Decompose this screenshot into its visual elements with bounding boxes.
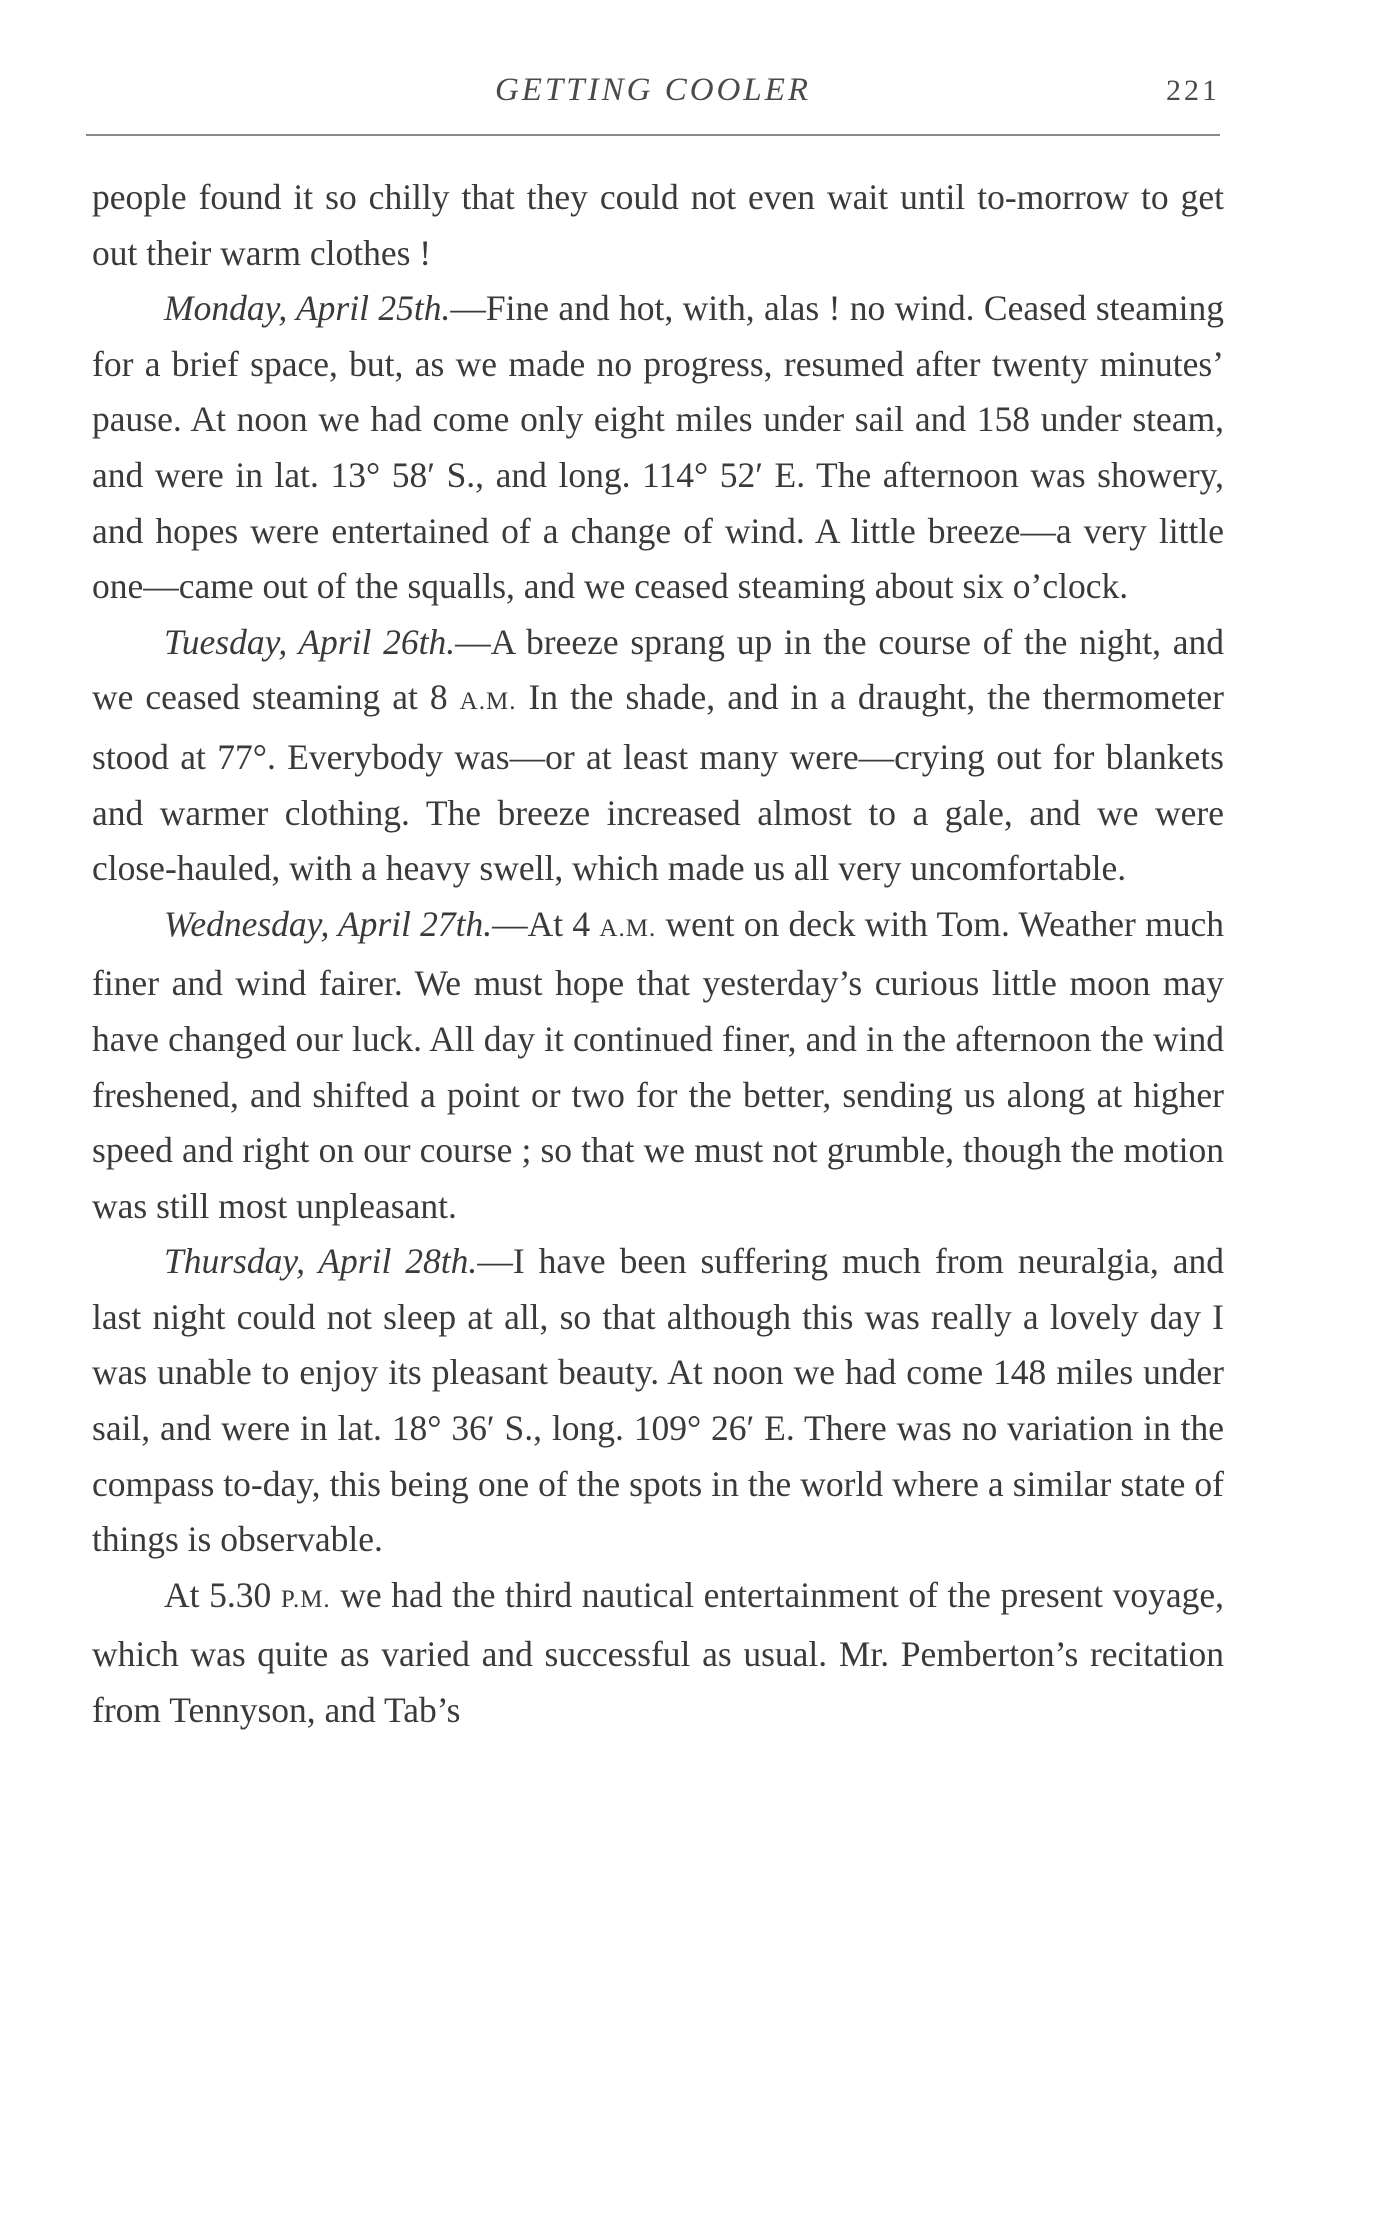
diary-entry-wednesday (92, 897, 1224, 1235)
body-text (92, 170, 1224, 1739)
entry-text: —Fine and hot, with, alas ! no wind. Ceased steaming for a brief space, but, as we made no progress, resumed after twenty minutes’ pause. At noon we had come only eight miles under sail and 158 under steam, and were in lat. 13° 58′ S., and long. 114° 52′ E. The afternoon was showery, and hopes were entertained of a change of wind. A little breeze—a very little one—came out of the squalls, and we ceased steaming about six o’clock. (92, 288, 1224, 607)
entry-text: —I have been suffering much from neuralgia, and last night could not sleep at all, so that although this was really a lovely day I was unable to enjoy its pleasant beauty. At noon we had come 148 miles under sail, and were in lat. 18° 36′ S., long. 109° 26′ E. There was no variation in the compass to-day, this being one of the spots in the world where a similar state of things is observable. (92, 1241, 1225, 1560)
paragraph-text: we had the third nautical entertainment of the present voyage, which was quite as varied and successful as usual. Mr. Pemberton’s recitation from Tennyson, and Tab’s (92, 1574, 1225, 1731)
diary-entry-tuesday (92, 615, 1224, 897)
time-marker: A.M. (459, 688, 517, 716)
header-rule (86, 134, 1220, 136)
entry-text: —A breeze sprang up in the course of the night, and we ceased steaming at 8 (92, 621, 1224, 718)
page-number: 221 (1166, 74, 1220, 107)
paragraph-text: people found it so chilly that they could not even wait until to-morrow to get out their warm clothes ! (92, 177, 1224, 273)
entry-date: Wednesday, April 27th. (164, 903, 493, 944)
time-marker: P.M. (280, 1585, 331, 1613)
paragraph-continued (92, 170, 1224, 281)
page-header (86, 66, 1220, 110)
entry-date: Thursday, April 28th. (164, 1241, 478, 1282)
entry-text: —At 4 (492, 903, 600, 944)
running-title: GETTING COOLER (494, 72, 812, 108)
paragraph-text: At 5.30 (164, 1574, 281, 1615)
paragraph-entertainment (92, 1568, 1224, 1739)
diary-entry-thursday (92, 1234, 1224, 1568)
entry-date: Monday, April 25th. (164, 288, 451, 329)
diary-entry-monday (92, 281, 1224, 615)
entry-text: went on deck with Tom. Weather much finer and wind fairer. We must hope that yesterday’s curious little moon may have changed our luck. All day it continued finer, and in the afternoon the wind freshened, and shifted a point or two for the better, sending us along at higher speed and right on our course ; so that we must not grumble, though the motion was still most unpleasant. (92, 903, 1224, 1226)
entry-text: In the shade, and in a draught, the thermometer stood at 77°. Everybody was—or at least many were—crying out for blankets and warmer clothing. The breeze increased almost to a gale, and we were close-hauled, with a heavy swell, which made us all very uncomfortable. (92, 677, 1224, 889)
entry-date: Tuesday, April 26th. (164, 621, 456, 662)
time-marker: A.M. (599, 914, 657, 942)
